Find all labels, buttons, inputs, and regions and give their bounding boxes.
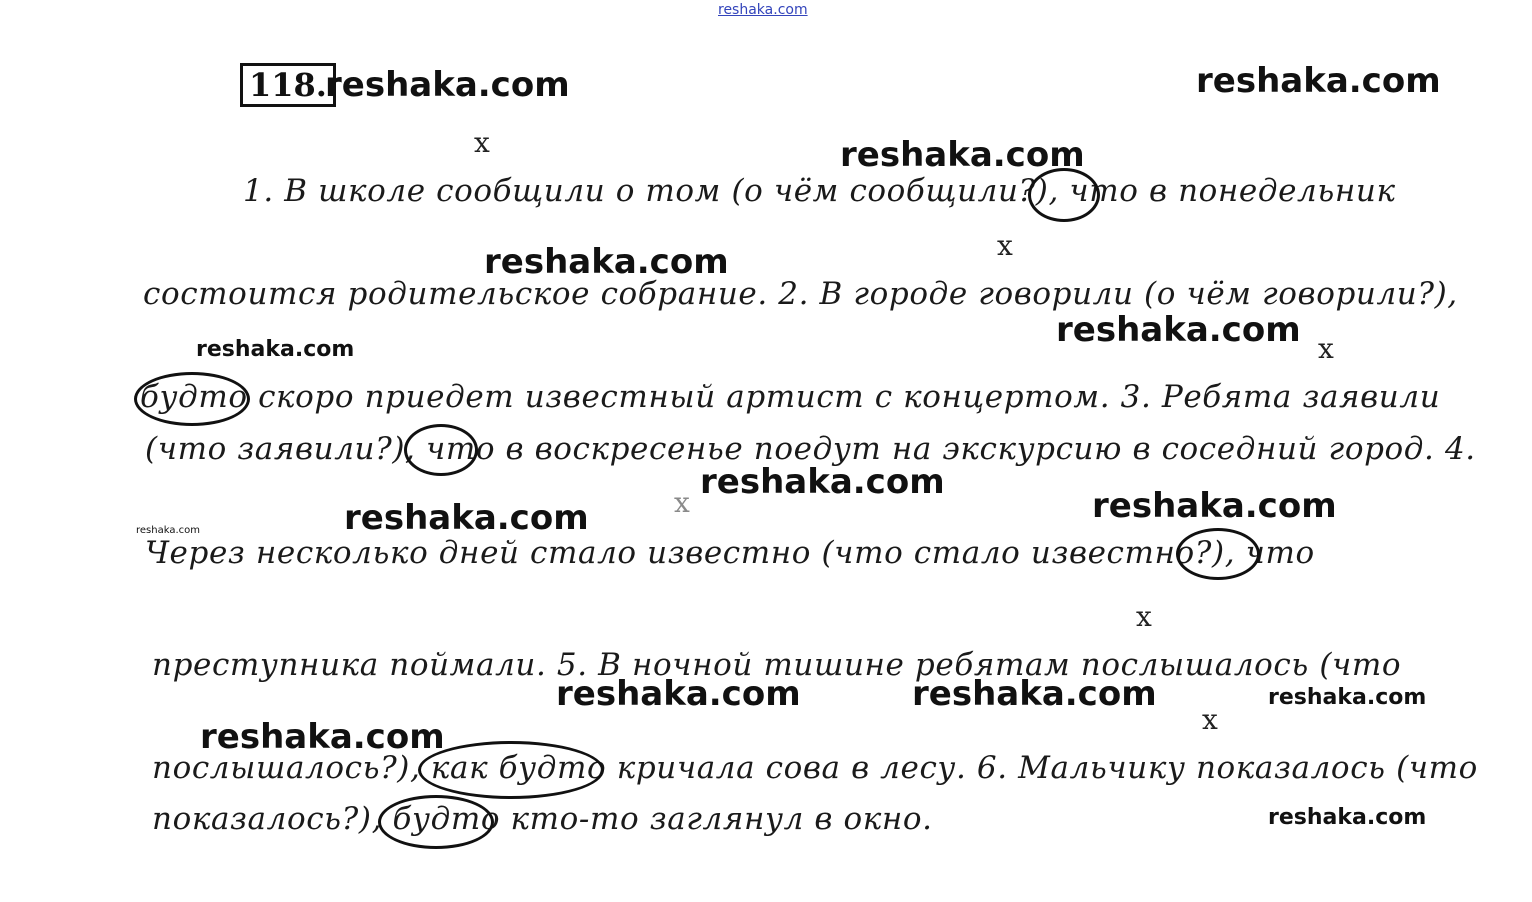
watermark: reshaka.com xyxy=(484,242,729,282)
watermark: reshaka.com xyxy=(840,135,1085,175)
exercise-number-box: 118. xyxy=(240,63,336,107)
conjunction-oval xyxy=(1028,168,1100,222)
conjunction-oval xyxy=(134,372,250,426)
x-mark: x xyxy=(997,229,1013,262)
watermark: reshaka.com xyxy=(196,337,355,362)
text-line-7: послышалось?), как будто кричала сова в лесу. 6. Мальчику показалось (что xyxy=(152,750,1478,786)
conjunction-oval xyxy=(378,795,494,849)
watermark: reshaka.com xyxy=(1268,685,1427,710)
text-line-5: Через несколько дней стало известно (что стало известно?), что xyxy=(145,535,1315,571)
x-mark: x xyxy=(1318,332,1334,365)
watermark: reshaka.com xyxy=(1056,310,1301,350)
x-mark: x xyxy=(1136,600,1152,633)
watermark: reshaka.com xyxy=(1268,805,1427,830)
watermark: reshaka.com xyxy=(136,525,200,536)
watermark: reshaka.com xyxy=(325,65,570,105)
text-line-3: будто скоро приедет известный артист с концертом. 3. Ребята заявили xyxy=(140,379,1441,415)
conjunction-oval xyxy=(404,424,478,476)
conjunction-oval xyxy=(418,741,604,799)
x-mark: x xyxy=(1202,703,1218,736)
header-watermark[interactable]: reshaka.com xyxy=(718,2,808,18)
text-line-6: преступника поймали. 5. В ночной тишине ребятам послышалось (что xyxy=(152,647,1402,683)
watermark: reshaka.com xyxy=(912,674,1157,714)
exercise-number xyxy=(240,66,336,104)
watermark: reshaka.com xyxy=(700,462,945,502)
conjunction-oval xyxy=(1176,528,1260,580)
x-mark: x xyxy=(674,486,690,519)
text-line-8: показалось?), будто кто-то заглянул в окно. xyxy=(152,801,933,837)
watermark: reshaka.com xyxy=(1196,61,1441,101)
text-line-1: 1. В школе сообщили о том (о чём сообщили?), что в понедельник xyxy=(243,173,1396,209)
text-line-2: состоится родительское собрание. 2. В городе говорили (о чём говорили?), xyxy=(143,276,1458,312)
watermark: reshaka.com xyxy=(1092,486,1337,526)
watermark: reshaka.com xyxy=(556,674,801,714)
watermark: reshaka.com xyxy=(344,498,589,538)
x-mark: x xyxy=(474,126,490,159)
watermark: reshaka.com xyxy=(200,717,445,757)
text-line-4: (что заявили?), что в воскресенье поедут на экскурсию в соседний город. 4. xyxy=(145,431,1476,467)
